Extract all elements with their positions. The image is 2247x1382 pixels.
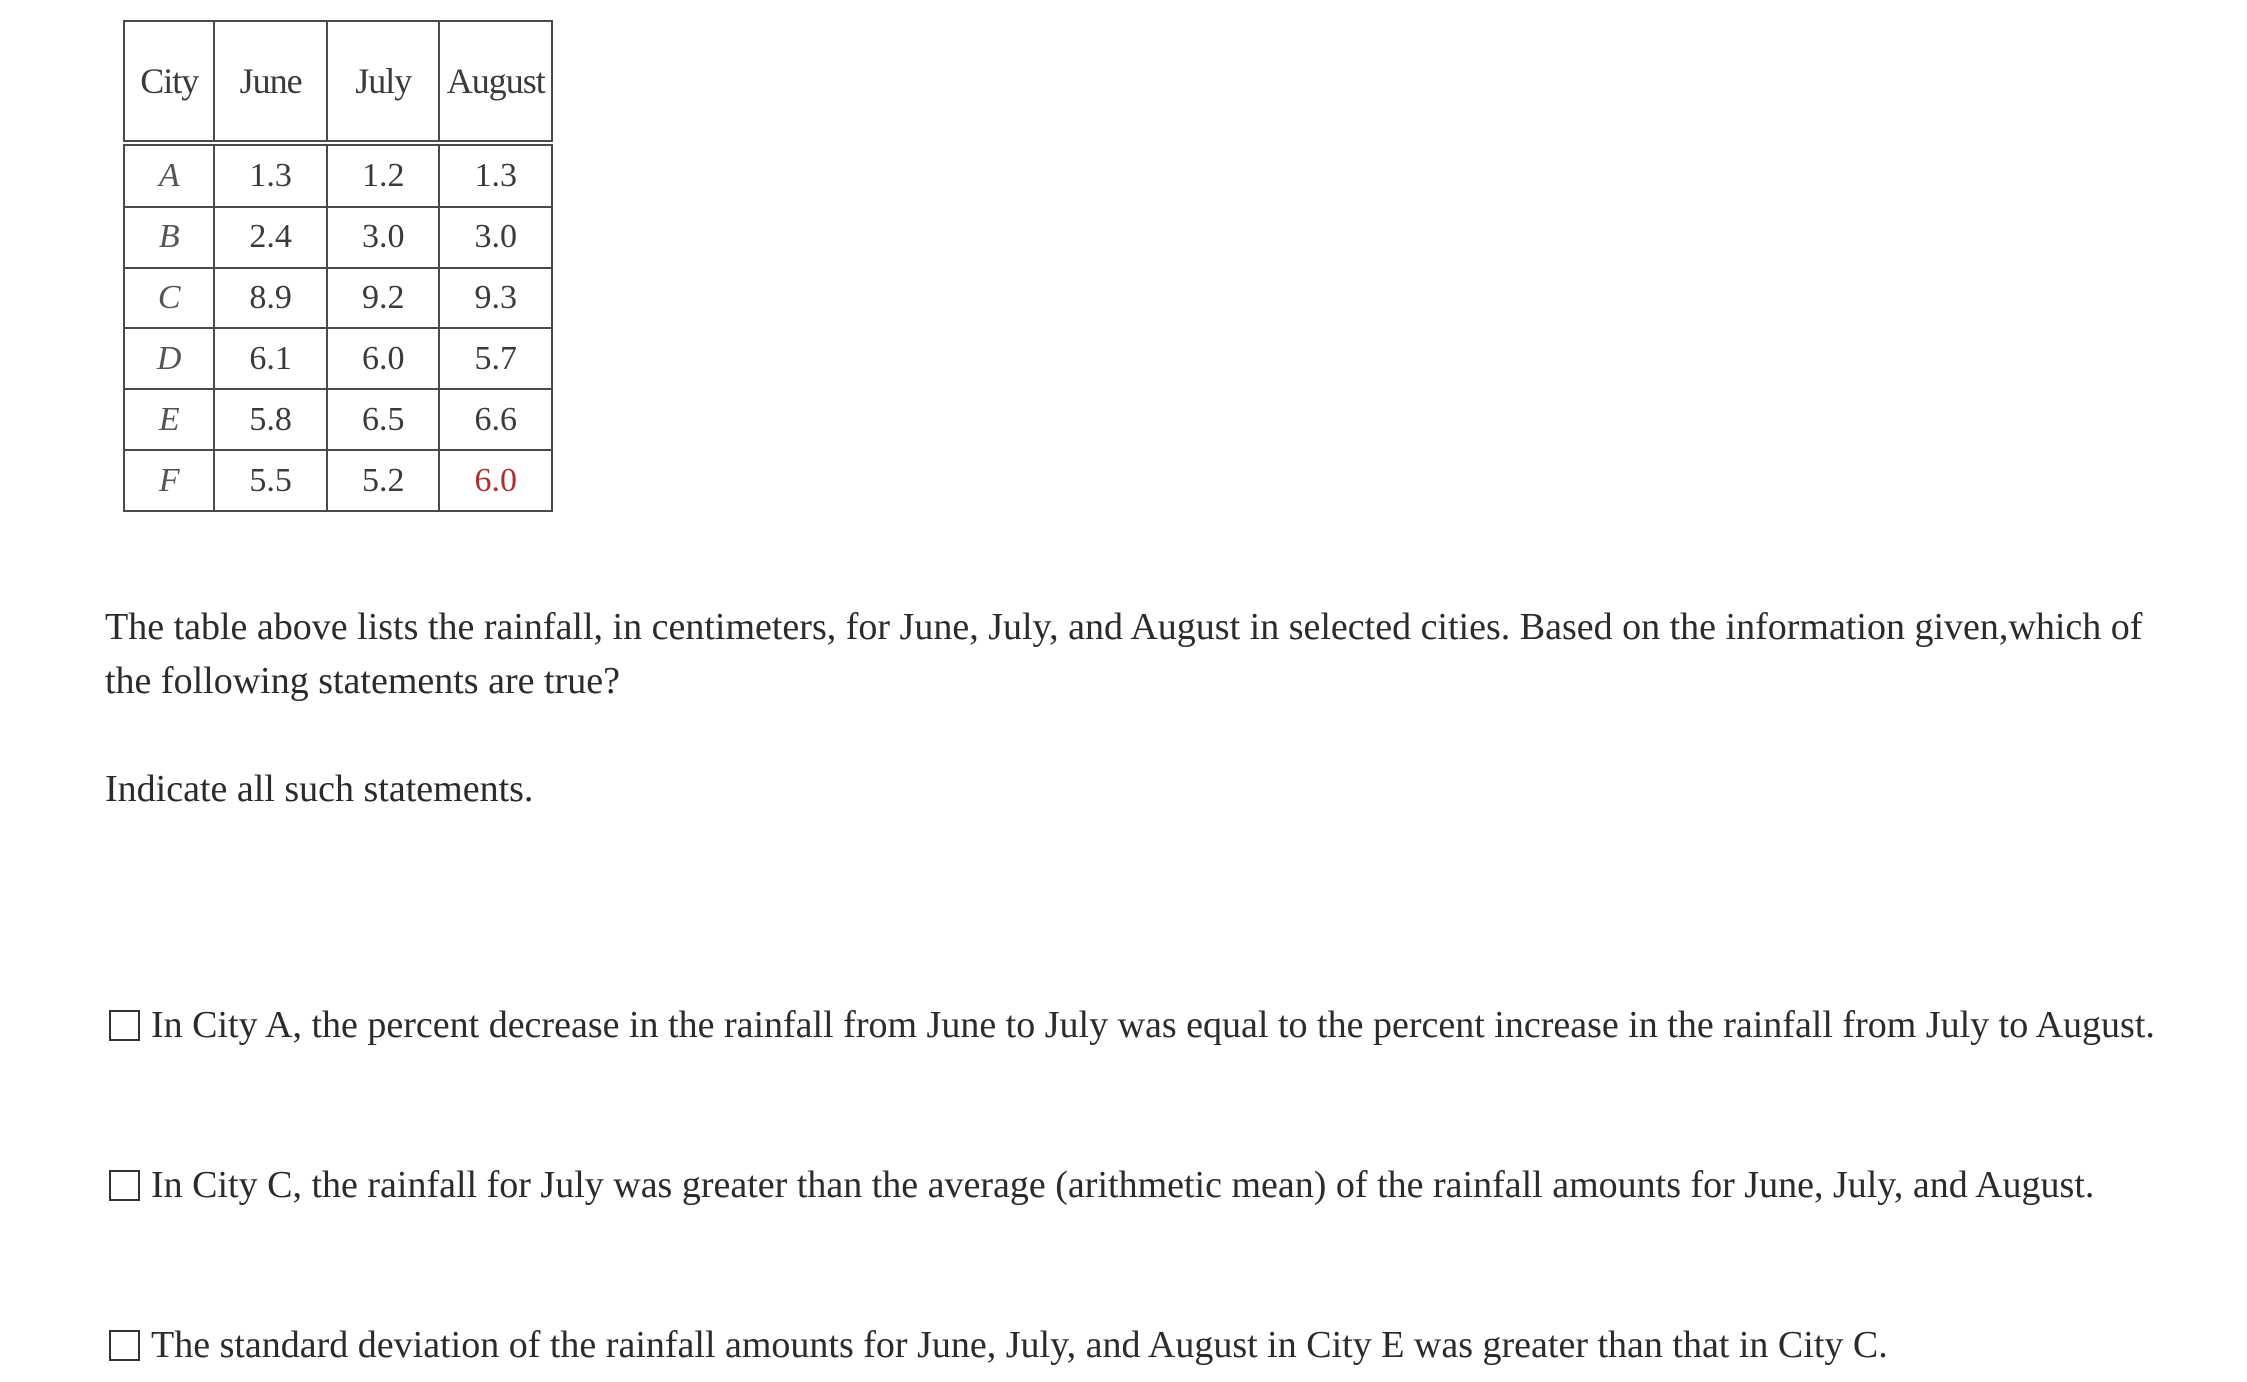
option-label: In City A, the percent decrease in the rainfall from June to July was equal to the percent increase in the rainfall from July to August. — [151, 1004, 2155, 1046]
rainfall-table — [123, 20, 553, 512]
option-label: In City C, the rainfall for July was greater than the average (arithmetic mean) of the rainfall amounts for June, July, and August. — [151, 1164, 2095, 1206]
july-cell: 5.2 — [327, 450, 440, 511]
answer-option-1[interactable] — [105, 997, 2185, 1054]
june-cell: 2.4 — [214, 207, 327, 268]
city-cell: C — [124, 268, 214, 329]
table-row — [124, 450, 552, 511]
header-august: August — [439, 21, 552, 143]
july-cell: 1.2 — [327, 143, 440, 207]
table-header-row — [124, 21, 552, 143]
june-cell: 8.9 — [214, 268, 327, 329]
city-cell: D — [124, 328, 214, 389]
table-row — [124, 268, 552, 329]
instruction-text: Indicate all such statements. — [105, 768, 534, 810]
august-cell: 5.7 — [439, 328, 552, 389]
june-cell: 5.8 — [214, 389, 327, 450]
option-checkbox[interactable] — [109, 1010, 140, 1041]
august-cell: 3.0 — [439, 207, 552, 268]
august-cell: 1.3 — [439, 143, 552, 207]
august-cell: 9.3 — [439, 268, 552, 329]
city-cell: B — [124, 207, 214, 268]
answer-option-3[interactable] — [105, 1317, 2185, 1374]
july-cell: 6.5 — [327, 389, 440, 450]
question-text: The table above lists the rainfall, in centimeters, for June, July, and August in selected cities. Based on the information given,which of the following statements are true? — [105, 606, 2143, 702]
city-cell: E — [124, 389, 214, 450]
option-label: The standard deviation of the rainfall amounts for June, July, and August in City E was greater than that in City C. — [151, 1324, 1888, 1366]
table-row — [124, 328, 552, 389]
table-row — [124, 207, 552, 268]
header-july: July — [327, 21, 440, 143]
july-cell: 3.0 — [327, 207, 440, 268]
june-cell: 1.3 — [214, 143, 327, 207]
june-cell: 5.5 — [214, 450, 327, 511]
july-cell: 6.0 — [327, 328, 440, 389]
answer-option-2[interactable] — [105, 1157, 2185, 1214]
city-cell: A — [124, 143, 214, 207]
header-city: City — [124, 21, 214, 143]
table-row — [124, 143, 552, 207]
option-checkbox[interactable] — [109, 1170, 140, 1201]
june-cell: 6.1 — [214, 328, 327, 389]
july-cell: 9.2 — [327, 268, 440, 329]
option-checkbox[interactable] — [109, 1330, 140, 1361]
table-row — [124, 389, 552, 450]
header-june: June — [214, 21, 327, 143]
city-cell: F — [124, 450, 214, 511]
august-cell: 6.0 — [439, 450, 552, 511]
august-cell: 6.6 — [439, 389, 552, 450]
rainfall-table-wrapper — [123, 20, 553, 512]
